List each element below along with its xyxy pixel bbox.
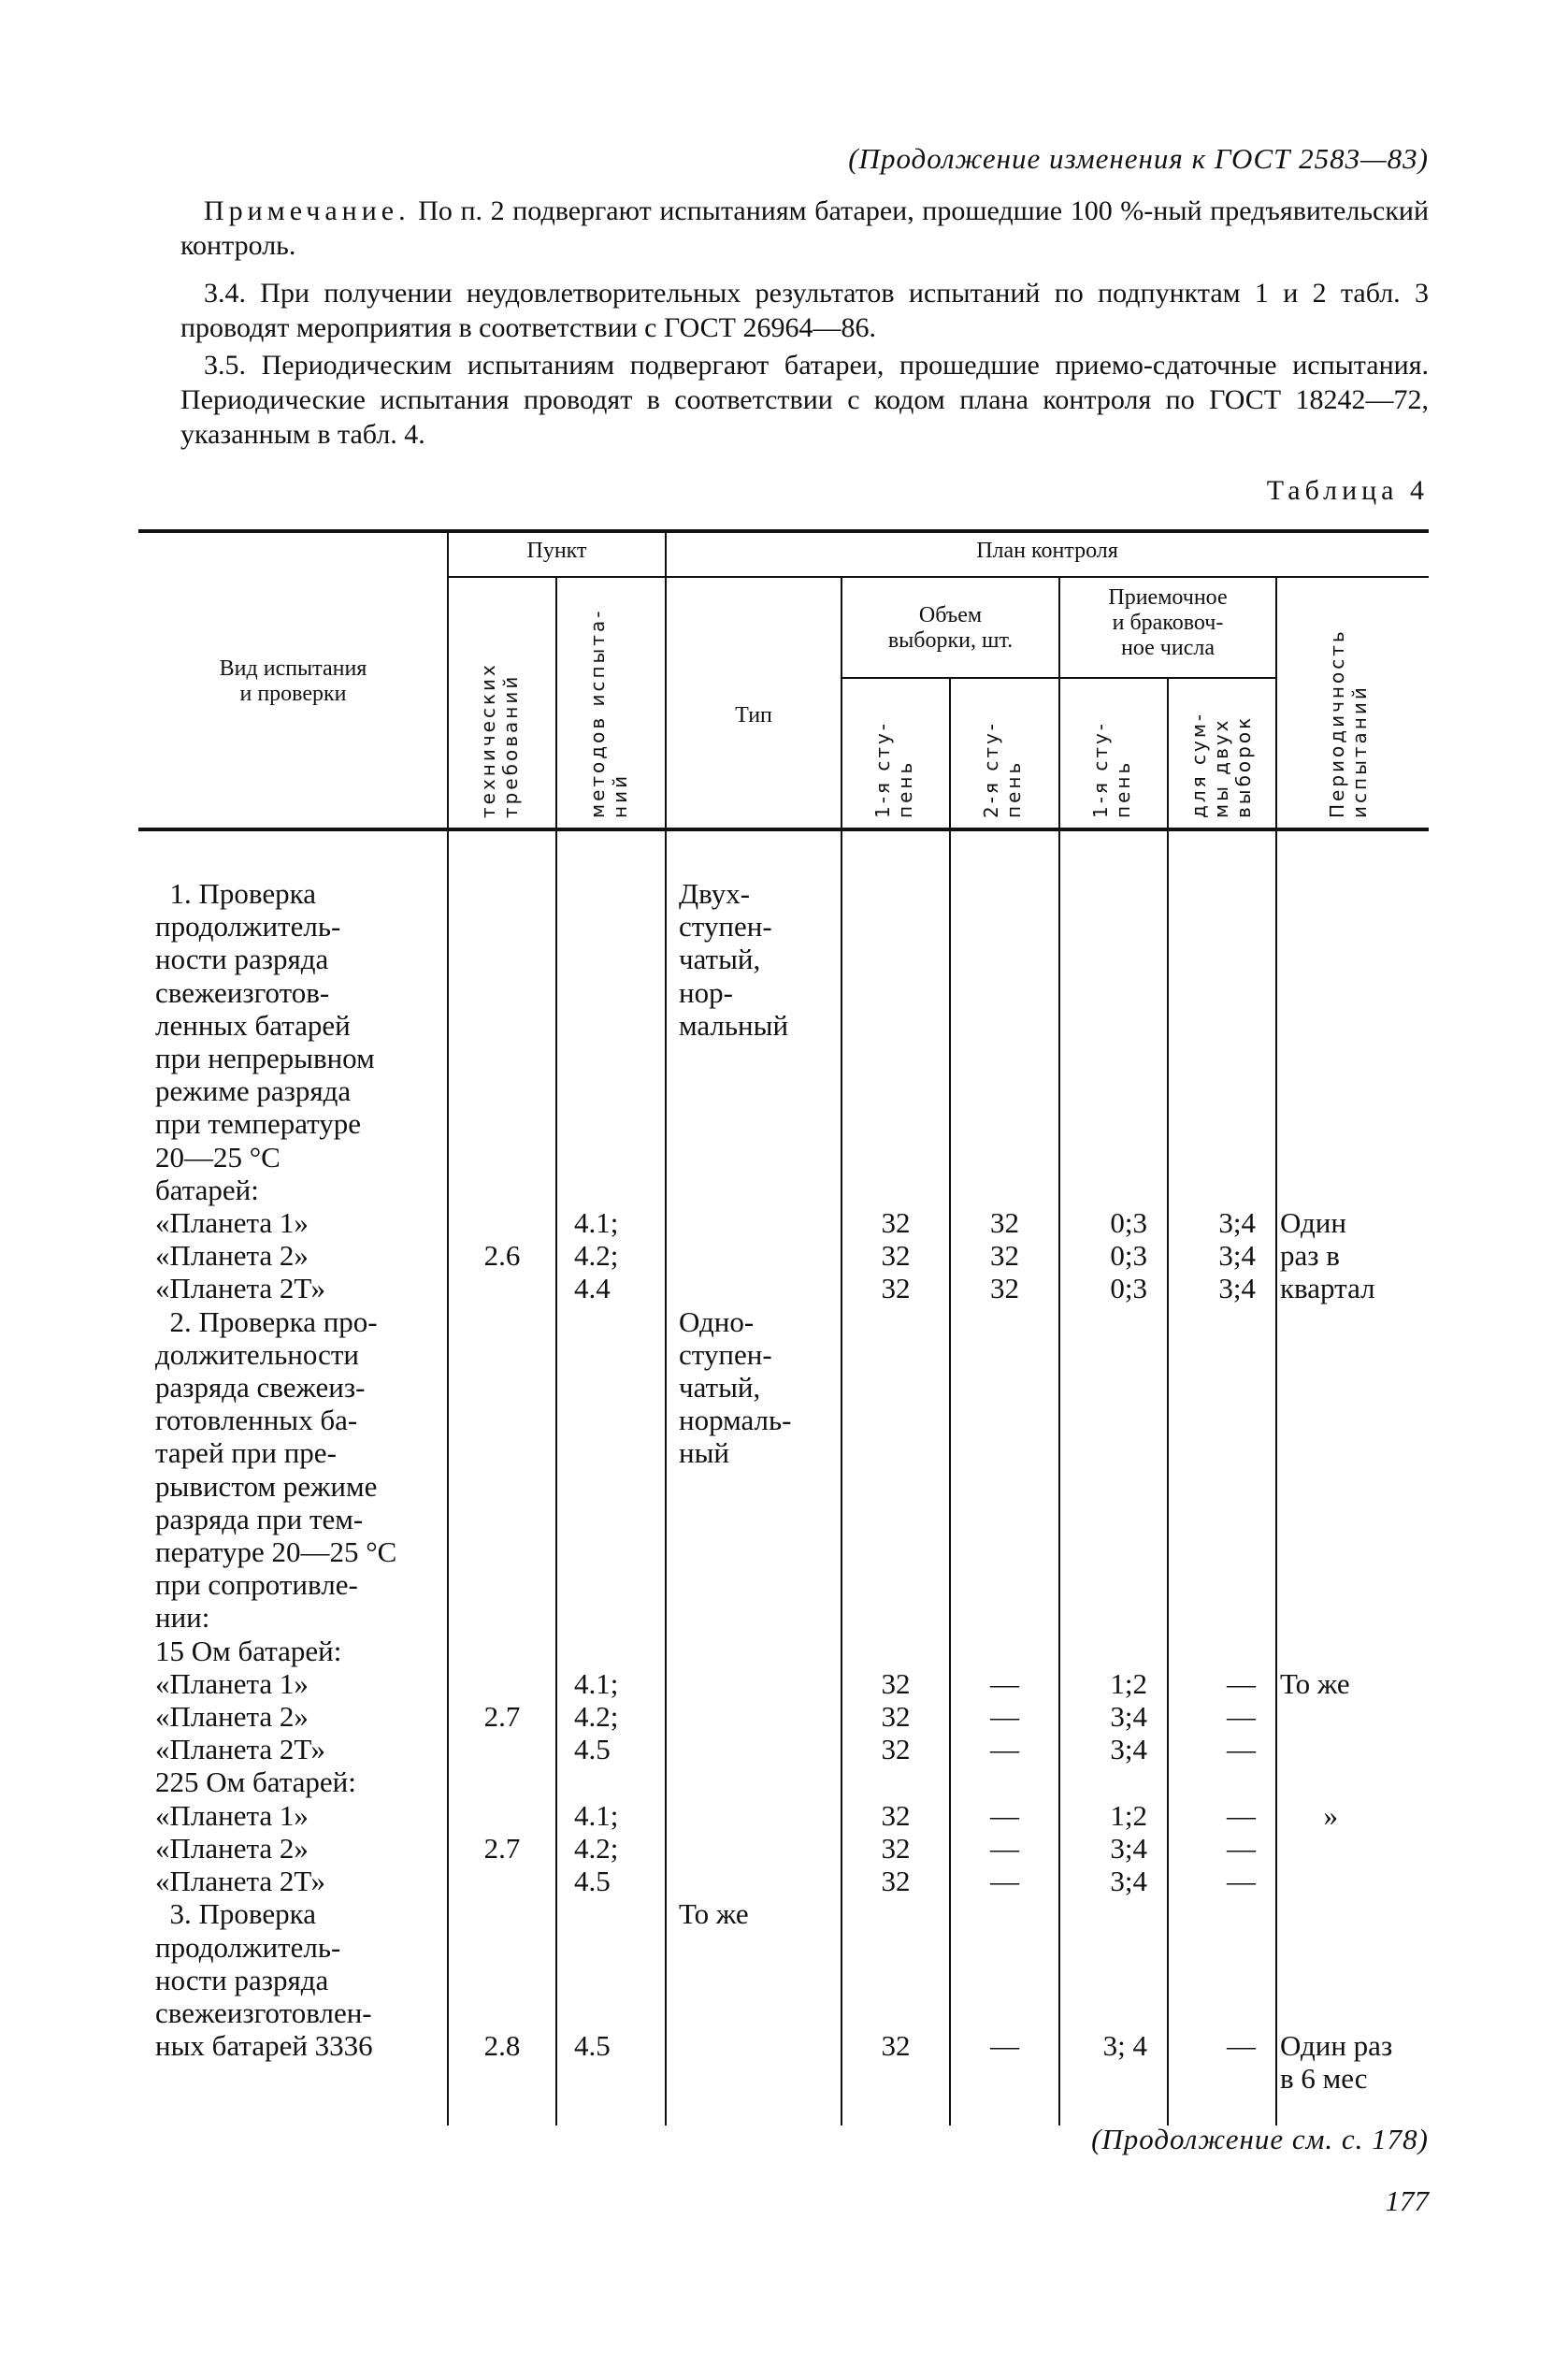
header-control-plan: План контроля	[976, 539, 1118, 563]
paragraph-3-5	[180, 348, 1429, 452]
col-divider	[665, 531, 667, 2125]
body-sample-stage2: 32 32 32 — — — — — — —	[990, 1206, 1019, 2063]
page-number: 177	[1385, 2184, 1429, 2217]
header-clause: Пункт	[526, 539, 587, 563]
note-paragraph	[180, 194, 1429, 263]
header-test-type: Вид испытания и проверки	[219, 656, 367, 706]
running-header: (Продолжение изменения к ГОСТ 2583—83)	[848, 142, 1429, 175]
col-divider	[1275, 577, 1277, 2125]
body-test-type: 1. Проверка продолжитель- ности разряда свежеизготов- ленных батарей при непрерывном режиме разряда при температуре 20—25 °С батарей: «Планета 1» «Планета 2» «Планета 2Т» 2. Проверка про- должительности разряда свежеиз- готовленных ба- тарей при пре- рывистом режиме разряда при тем- пературе 20—25 °С при сопротивле- нии: 15 Ом батарей: «Планета 1» «Планета 2» «Планета 2Т» 225 Ом батарей: «Планета 1» «Планета 2» «Планета 2Т» 3. Проверка продолжитель- ности разряда свежеизготовлен- ных батарей 3336	[155, 877, 397, 2063]
note-text: По п. 2 подвергают испытаниям батареи, прошедшие 100 %-ный предъявительский контроль.	[180, 195, 1430, 261]
body-acc-stage1: 0;3 0;3 0;3 1;2 3;4 3;4 1;2 3;4 3;4 3; 4	[1102, 1206, 1147, 2063]
header-acc-sum: для сум- мы двух выборок	[1187, 711, 1255, 818]
body-acc-sum: 3;4 3;4 3;4 — — — — — — —	[1218, 1206, 1256, 2063]
body-sample-stage1: 32 32 32 32 32 32 32 32 32 32	[881, 1206, 911, 2063]
header-acceptance: Приемочное и браковоч- ное числа	[1108, 585, 1228, 660]
header-rule-level2	[448, 576, 1429, 578]
header-bottom-rule	[138, 828, 1429, 831]
header-test-methods: методов испыта- ний	[586, 608, 631, 818]
note-label: Примечание.	[204, 195, 410, 226]
header-stage1: 1-я сту- пень	[871, 720, 916, 818]
body-test-methods: 4.1; 4.2; 4.4 4.1; 4.2; 4.5 4.1; 4.2; 4.5 4.5	[574, 1206, 619, 2063]
header-tech-requirements: технических требований	[477, 662, 522, 818]
paragraph-3-4	[180, 276, 1429, 345]
header-periodicity: Периодичность испытаний	[1326, 628, 1371, 818]
header-stage2: 2-я сту- пень	[980, 720, 1025, 818]
body-periodicity: Один раз в квартал То же » Один раз в 6 мес	[1280, 1206, 1393, 2096]
paragraph-text: 3.4. При получении неудовлетворительных результатов испытаний по подпунктам 1 и 2 табл. 3 проводят мероприятия в соответствии с ГОСТ 26964—86.	[180, 278, 1429, 343]
header-type: Тип	[735, 703, 772, 728]
table-top-rule	[138, 529, 1429, 533]
header-acc-stage1: 1-я сту- пень	[1089, 720, 1134, 818]
header-sample-size: Объем выборки, шт.	[887, 603, 1014, 653]
body-type: Двух- ступен- чатый, нор- мальный Одно- ступен- чатый, нормаль- ный То же	[679, 877, 792, 1931]
continuation-note: (Продолжение см. с. 178)	[1091, 2123, 1429, 2155]
body-tech-requirements: 2.6 2.7 2.7 2.8	[483, 1239, 521, 2063]
table-caption: Таблица 4	[1266, 475, 1429, 506]
paragraph-text: 3.5. Периодическим испытаниям подвергают батареи, прошедшие приемо-сдаточные испытания. Периодические испытания проводят в соответствии с кодом плана контроля по ГОСТ 18242—72, указанным в табл. 4.	[180, 350, 1429, 450]
